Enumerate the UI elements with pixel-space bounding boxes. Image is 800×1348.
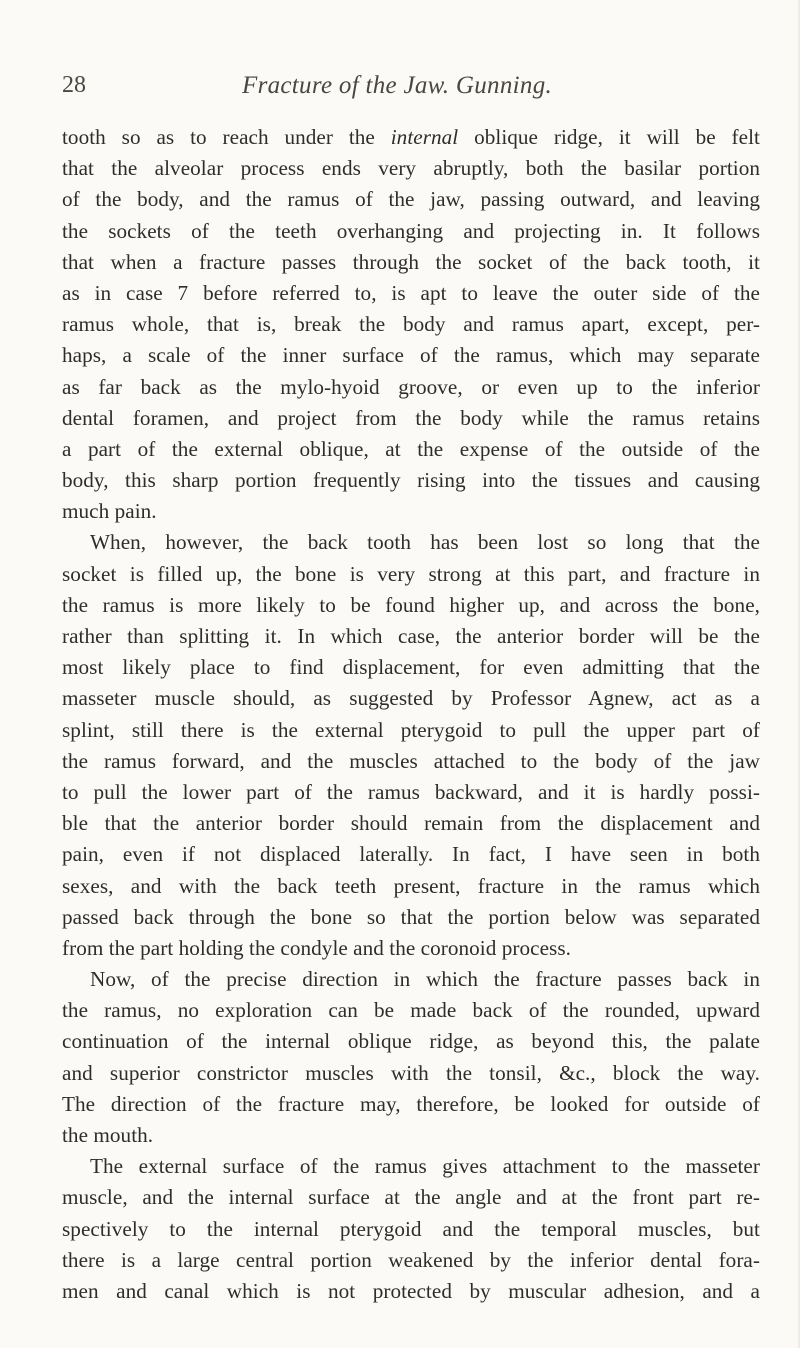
text-line: continuation of the internal oblique ridge, as beyond this, the palate (62, 1029, 760, 1054)
body-text (62, 122, 760, 1307)
text-line: Now, of the precise direction in which the fracture passes back in (90, 967, 760, 992)
text-line: that when a fracture passes through the socket of the back tooth, it (62, 249, 760, 274)
paragraph-2 (62, 527, 760, 964)
text-line: sexes, and with the back teeth present, fracture in the ramus which (62, 873, 760, 898)
text-line: rather than splitting it. In which case, the anterior border will be the (62, 624, 760, 648)
text-line: the ramus forward, and the muscles attached to the body of the jaw (62, 748, 760, 773)
text-line: ble that the anterior border should remain from the displacement and (62, 811, 760, 836)
text-line: pain, even if not displaced laterally. In fact, I have seen in both (62, 842, 760, 867)
text-line: The external surface of the ramus gives attachment to the masseter (90, 1154, 760, 1179)
text-line: most likely place to find displacement, for even admitting that the (62, 655, 760, 680)
text-line: socket is filled up, the bone is very strong at this part, and fracture in (62, 561, 760, 586)
text-line: of the body, and the ramus of the jaw, passing outward, and leaving (62, 187, 760, 212)
text-line: there is a large central portion weakened by the inferior dental fora- (62, 1247, 760, 1272)
text-line: When, however, the back tooth has been lost so long that the (90, 530, 760, 555)
emphasis-internal: internal (390, 125, 459, 149)
text-line: to pull the lower part of the ramus backward, and it is hardly possi- (62, 779, 760, 804)
text-line: body, this sharp portion frequently rising into the tissues and causing (62, 468, 760, 493)
text-line: much pain. (62, 499, 157, 524)
page-header (62, 72, 760, 112)
text-line: men and canal which is not protected by muscular adhesion, and a (62, 1278, 760, 1303)
text-line (62, 122, 760, 153)
text-line: the ramus is more likely to be found higher up, and across the bone, (62, 592, 760, 617)
text-line: muscle, and the internal surface at the angle and at the front part re- (62, 1185, 760, 1210)
text-line: that the alveolar process ends very abruptly, both the basilar portion (62, 156, 760, 181)
text-line: splint, still there is the external pterygoid to pull the upper part of (62, 717, 760, 742)
text-line: masseter muscle should, as suggested by Professor Agnew, act as a (62, 686, 760, 711)
text-line: ramus whole, that is, break the body and ramus apart, except, per- (62, 312, 760, 337)
text-line: haps, a scale of the inner surface of the ramus, which may separate (62, 343, 760, 368)
text-line: dental foramen, and project from the body while the ramus retains (62, 405, 760, 430)
text-line: the ramus, no exploration can be made back of the rounded, upward (62, 998, 760, 1023)
text-line: a part of the external oblique, at the expense of the outside of the (62, 436, 760, 461)
text-fragment: oblique ridge, it will be felt (458, 125, 760, 149)
text-line: from the part holding the condyle and the coronoid process. (62, 935, 571, 960)
text-fragment: tooth so as to reach under the (62, 125, 391, 149)
paragraph-4 (62, 1151, 760, 1307)
running-title: Fracture of the Jaw. Gunning. (242, 72, 553, 99)
text-line: The direction of the fracture may, therefore, be looked for outside of (62, 1091, 760, 1116)
text-line: and superior constrictor muscles with the tonsil, &c., block the way. (62, 1060, 760, 1085)
paragraph-3 (62, 964, 760, 1151)
paragraph-1 (62, 122, 760, 527)
text-line: the mouth. (62, 1123, 154, 1147)
text-line: as in case 7 before referred to, is apt to leave the outer side of the (62, 280, 760, 305)
text-line: passed back through the bone so that the portion below was separated (62, 904, 760, 929)
page-number: 28 (62, 72, 86, 98)
text-line: the sockets of the teeth overhanging and projecting in. It follows (62, 218, 760, 243)
text-line: spectively to the internal pterygoid and the temporal muscles, but (62, 1216, 760, 1241)
text-line: as far back as the mylo-hyoid groove, or even up to the inferior (62, 374, 760, 399)
